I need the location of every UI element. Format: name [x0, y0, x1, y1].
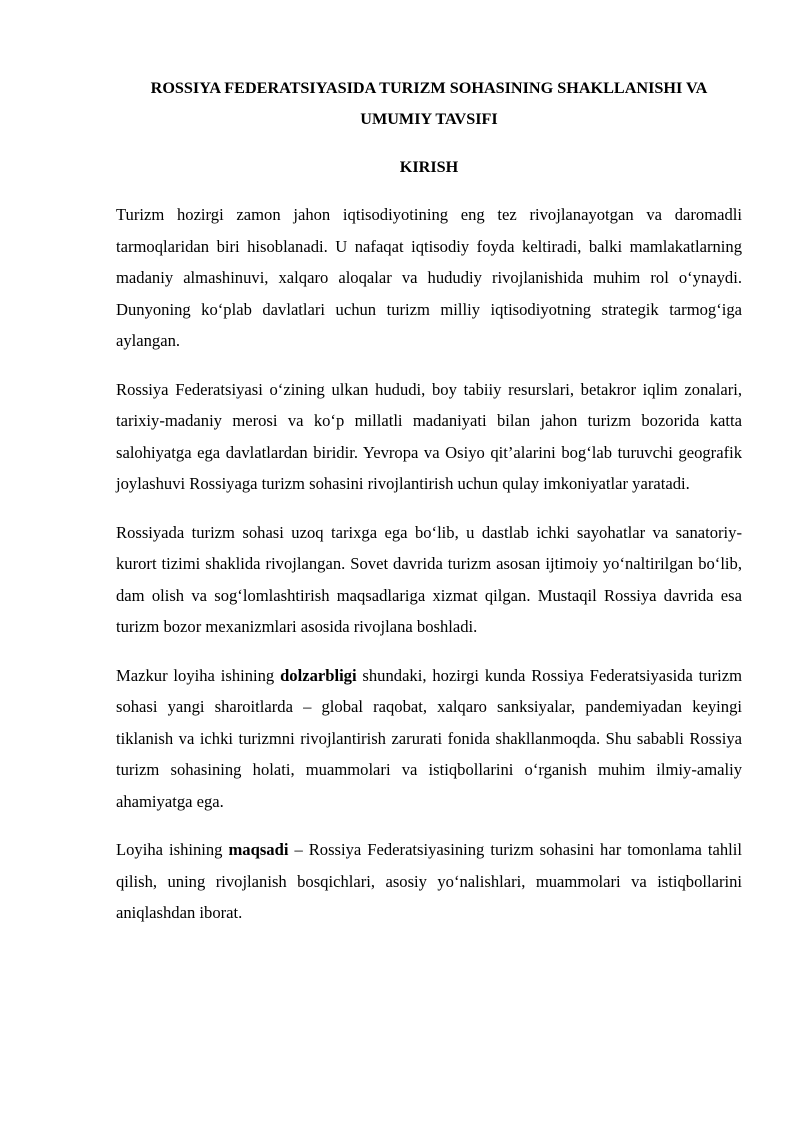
- paragraph-5-keyword: maqsadi: [228, 840, 289, 859]
- page-content: [116, 73, 742, 929]
- paragraph-4: [116, 660, 742, 818]
- paragraph-4-lead: Mazkur loyiha ishining: [116, 665, 281, 685]
- paragraph-2: Rossiya Federatsiyasi o‘zining ulkan hududi, boy tabiiy resurslari, betakror iqlim zonalari, tarixiy-madaniy merosi va ko‘p millatli madaniyati bilan jahon turizm bozorida katta salohiyatga ega davlatlardan biridir. Yevropa va Osiyo qit’alarini bog‘lab turuvchi geografik joylashuvi Rossiyaga turizm sohasini rivojlantirish uchun qulay imkoniyatlar yaratadi.: [116, 379, 742, 493]
- paragraph-4-rest: shundaki, hozirgi kunda Rossiya Federatsiyasida turizm sohasi yangi sharoitlarda – global raqobat, xalqaro sanksiyalar, pandemiyadan keyingi tiklanish va ichki turizmni rivojlantirish zarurati fonida shakllanmoqda. Shu sababli Rossiya turizm sohasining holati, muammolari va istiqbollarini o‘rganish muhim ilmiy-amaliy ahamiyatga ega.: [116, 665, 742, 811]
- section-heading: KIRISH: [399, 158, 459, 176]
- paragraph-1: Turizm hozirgi zamon jahon iqtisodiyotining eng tez rivojlanayotgan va daromadli tarmoqlaridan biri hisoblanadi. U nafaqat iqtisodiy foyda keltiradi, balki mamlakatlarning madaniy almashinuvi, xalqaro aloqalar va hududiy rivojlanishida muhim rol o‘ynaydi. Dunyoning ko‘plab davlatlari uchun turizm milliy iqtisodiyotning strategik tarmog‘iga aylangan.: [116, 205, 742, 350]
- paragraph-4-keyword: dolzarbligi: [280, 665, 357, 685]
- paragraph-5-rest: – Rossiya Federatsiyasining turizm sohasini har tomonlama tahlil qilish, uning rivojlanish bosqichlari, asosiy yo‘nalishlari, muammolari va istiqbollarini aniqlashdan iborat.: [116, 840, 742, 922]
- paragraph-5: [116, 834, 742, 929]
- document-title: ROSSIYA FEDERATSIYASIDA TURIZM SOHASINING SHAKLLANISHI VA UMUMIY TAVSIFI: [150, 79, 708, 128]
- paragraph-3: Rossiyada turizm sohasi uzoq tarixga ega bo‘lib, u dastlab ichki sayohatlar va sanatoriy-kurort tizimi shaklida rivojlangan. Sovet davrida turizm asosan ijtimoiy yo‘naltirilgan bo‘lib, dam olish va sog‘lomlashtirish maqsadlariga xizmat qilgan. Mustaqil Rossiya davrida esa turizm bozor mexanizmlari asosida rivojlana boshladi.: [116, 522, 742, 636]
- paragraph-5-lead: Loyiha ishining: [116, 840, 229, 859]
